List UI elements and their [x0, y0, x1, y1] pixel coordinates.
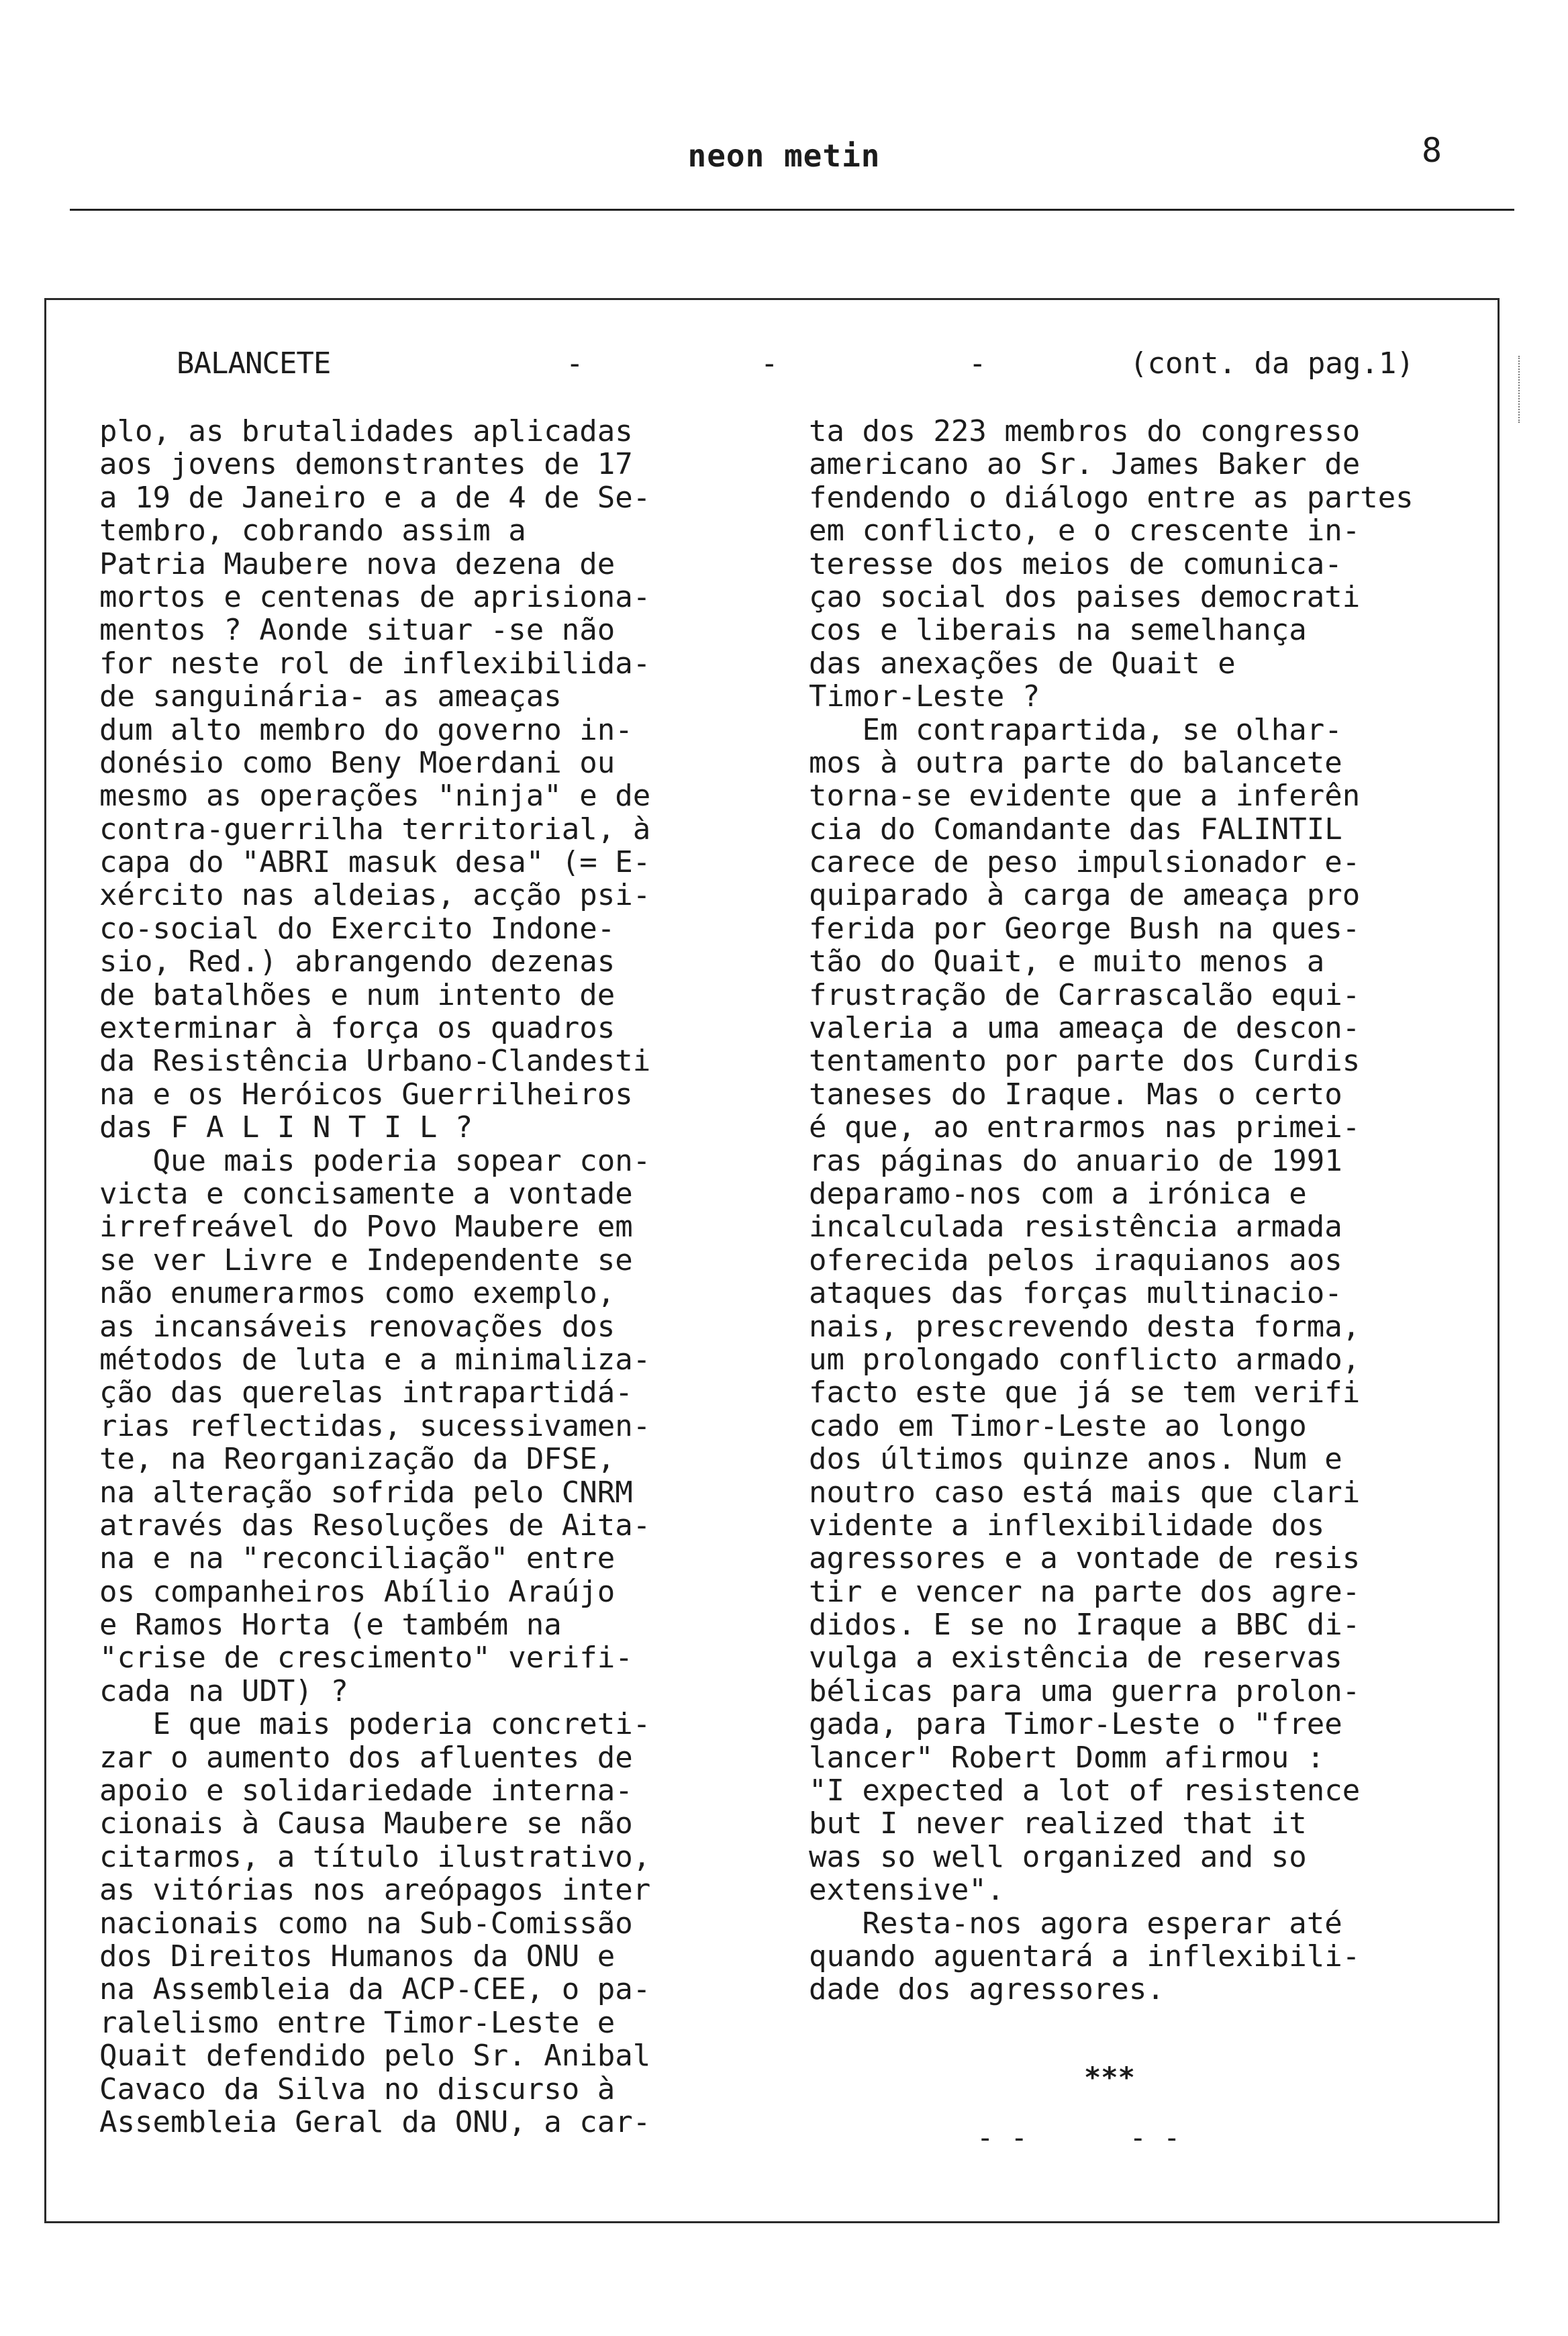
text-line: te, na Reorganização da DFSE,	[99, 1442, 616, 1477]
text-line: lancer" Robert Domm afirmou :	[809, 1740, 1325, 1775]
text-line: for neste rol de inflexibilida-	[99, 646, 651, 681]
text-line: citarmos, a título ilustrativo,	[99, 1839, 651, 1874]
text-line: teresse dos meios de comunica-	[809, 546, 1342, 581]
text-line: agressores e a vontade de resis	[809, 1541, 1361, 1576]
text-line: vulga a existência de reservas	[809, 1641, 1342, 1675]
text-line: quando aguentará a inflexibili-	[809, 1939, 1361, 1974]
text-line: sio, Red.) abrangendo dezenas	[99, 944, 616, 979]
text-line: as vitórias nos areópagos inter	[99, 1873, 651, 1908]
section-title: BALANCETE	[177, 346, 331, 381]
text-line: Em contrapartida, se olhar-	[809, 712, 1342, 747]
text-line: tentamento por parte dos Curdis	[809, 1044, 1361, 1079]
text-line: Patria Maubere nova dezena de	[99, 546, 616, 581]
text-line: Timor-Leste ?	[809, 679, 1040, 714]
text-line: Quait defendido pelo Sr. Anibal	[99, 2039, 651, 2074]
text-line: E que mais poderia concreti-	[99, 1707, 651, 1742]
text-line: contra-guerrilha territorial, à	[99, 812, 651, 846]
text-line: um prolongado conflicto armado,	[809, 1342, 1361, 1377]
text-line: mortos e centenas de aprisiona-	[99, 579, 651, 614]
text-line: americano ao Sr. James Baker de	[809, 447, 1361, 482]
text-line: Que mais poderia sopear con-	[99, 1143, 651, 1178]
text-line: but I never realized that it	[809, 1806, 1307, 1841]
text-line: da Resistência Urbano-Clandesti	[99, 1044, 651, 1079]
continuation-note: (cont. da pag.1)	[1130, 346, 1414, 381]
article-column-right	[809, 415, 1447, 2006]
text-line: rias reflectidas, sucessivamen-	[99, 1408, 651, 1443]
header-rule	[70, 209, 1514, 211]
text-line: mentos ? Aonde situar -se não	[99, 613, 616, 648]
text-line: plo, as brutalidades aplicadas	[99, 414, 633, 448]
text-line: dos últimos quinze anos. Num e	[809, 1442, 1342, 1477]
text-line: noutro caso está mais que clari	[809, 1475, 1361, 1510]
text-line: em conflicto, e o crescente in-	[809, 514, 1361, 548]
text-line: na e na "reconciliação" entre	[99, 1541, 616, 1576]
text-line: fendendo o diálogo entre as partes	[809, 480, 1414, 515]
margin-mark	[1518, 356, 1520, 423]
text-line: exterminar à força os quadros	[99, 1011, 616, 1046]
text-line: ta dos 223 membros do congresso	[809, 414, 1361, 448]
text-line: dade dos agressores.	[809, 1972, 1165, 2007]
text-line: os companheiros Abílio Araújo	[99, 1574, 616, 1609]
text-line: na alteração sofrida pelo CNRM	[99, 1475, 633, 1510]
text-line: na e os Heróicos Guerrilheiros	[99, 1077, 633, 1112]
text-line: cionais à Causa Maubere se não	[99, 1806, 633, 1841]
text-line: facto este que já se tem verifi	[809, 1375, 1361, 1410]
text-line: torna-se evidente que a inferên	[809, 779, 1361, 814]
article-column-left	[99, 415, 744, 2139]
text-line: extensive".	[809, 1873, 1005, 1908]
text-line: quiparado à carga de ameaça pro	[809, 878, 1361, 913]
text-line: de sanguinária- as ameaças	[99, 679, 562, 714]
text-line: na Assembleia da ACP-CEE, o pa-	[99, 1972, 651, 2007]
text-line: ataques das forças multinacio-	[809, 1276, 1342, 1311]
text-line: carece de peso impulsionador e-	[809, 845, 1361, 880]
text-line: tembro, cobrando assim a	[99, 514, 526, 548]
text-line: Assembleia Geral da ONU, a car-	[99, 2104, 651, 2139]
text-line: mesmo as operações "ninja" e de	[99, 779, 651, 814]
text-line: tão do Quait, e muito menos a	[809, 944, 1325, 979]
text-line: de batalhões e num intento de	[99, 977, 616, 1012]
text-line: ção das querelas intrapartidá-	[99, 1375, 633, 1410]
text-line: zar o aumento dos afluentes de	[99, 1740, 633, 1775]
text-line: co-social do Exercito Indone-	[99, 911, 616, 946]
text-line: donésio como Beny Moerdani ou	[99, 745, 616, 780]
text-line: was so well organized and so	[809, 1839, 1307, 1874]
headline-dash: -	[761, 346, 779, 381]
text-line: ralelismo entre Timor-Leste e	[99, 2005, 616, 2040]
text-line: Resta-nos agora esperar até	[809, 1906, 1342, 1941]
text-line: xército nas aldeias, acção psi-	[99, 878, 651, 913]
text-line: métodos de luta e a minimaliza-	[99, 1342, 651, 1377]
text-line: ferida por George Bush na ques-	[809, 911, 1361, 946]
text-line: ras páginas do anuario de 1991	[809, 1143, 1342, 1178]
text-line: tir e vencer na parte dos agre-	[809, 1574, 1361, 1609]
text-line: cado em Timor-Leste ao longo	[809, 1408, 1307, 1443]
text-line: incalculada resistência armada	[809, 1210, 1342, 1245]
text-line: dum alto membro do governo in-	[99, 712, 633, 747]
article-headline	[177, 346, 1469, 387]
text-line: cada na UDT) ?	[99, 1673, 348, 1708]
closing-asterisks: ***	[1084, 2061, 1135, 2094]
text-line: as incansáveis renovações dos	[99, 1309, 616, 1344]
text-line: Cavaco da Silva no discurso à	[99, 2072, 616, 2106]
text-line: mos à outra parte do balancete	[809, 745, 1342, 780]
text-line: das F A L I N T I L ?	[99, 1110, 473, 1145]
text-line: bélicas para uma guerra prolon-	[809, 1673, 1361, 1708]
text-line: irrefreável do Povo Maubere em	[99, 1210, 633, 1245]
text-line: através das Resoluções de Aita-	[99, 1508, 651, 1543]
text-line: é que, ao entrarmos nas primei-	[809, 1110, 1361, 1145]
text-line: "I expected a lot of resistence	[809, 1773, 1361, 1808]
headline-dash: -	[566, 346, 584, 381]
text-line: cos e liberais na semelhança	[809, 613, 1307, 648]
text-line: aos jovens demonstrantes de 17	[99, 447, 633, 482]
text-line: a 19 de Janeiro e a de 4 de Se-	[99, 480, 651, 515]
text-line: nais, prescrevendo desta forma,	[809, 1309, 1361, 1344]
text-line: "crise de crescimento" verifi-	[99, 1641, 633, 1675]
text-line: deparamo-nos com a irónica e	[809, 1176, 1307, 1211]
text-line: se ver Livre e Independente se	[99, 1243, 633, 1277]
text-line: victa e concisamente a vontade	[99, 1176, 633, 1211]
text-line: dos Direitos Humanos da ONU e	[99, 1939, 616, 1974]
page-number: 8	[1422, 131, 1442, 170]
text-line: vidente a inflexibilidade dos	[809, 1508, 1325, 1543]
text-line: çao social dos paises democrati	[809, 579, 1361, 614]
text-line: das anexações de Quait e	[809, 646, 1236, 681]
text-line: taneses do Iraque. Mas o certo	[809, 1077, 1342, 1112]
text-line: nacionais como na Sub-Comissão	[99, 1906, 633, 1941]
text-line: não enumerarmos como exemplo,	[99, 1276, 616, 1311]
text-line: gada, para Timor-Leste o "free	[809, 1707, 1342, 1742]
text-line: frustração de Carrascalão equi-	[809, 977, 1361, 1012]
text-line: e Ramos Horta (e também na	[99, 1608, 562, 1643]
text-line: cia do Comandante das FALINTIL	[809, 812, 1342, 846]
closing-dashes: - - - -	[977, 2121, 1181, 2154]
headline-dash: -	[969, 346, 987, 381]
text-line: capa do "ABRI masuk desa" (= E-	[99, 845, 651, 880]
newsletter-title: neon metin	[687, 138, 881, 174]
text-line: apoio e solidariedade interna-	[99, 1773, 633, 1808]
text-line: valeria a uma ameaça de descon-	[809, 1011, 1361, 1046]
text-line: oferecida pelos iraquianos aos	[809, 1243, 1342, 1277]
text-line: didos. E se no Iraque a BBC di-	[809, 1608, 1361, 1643]
